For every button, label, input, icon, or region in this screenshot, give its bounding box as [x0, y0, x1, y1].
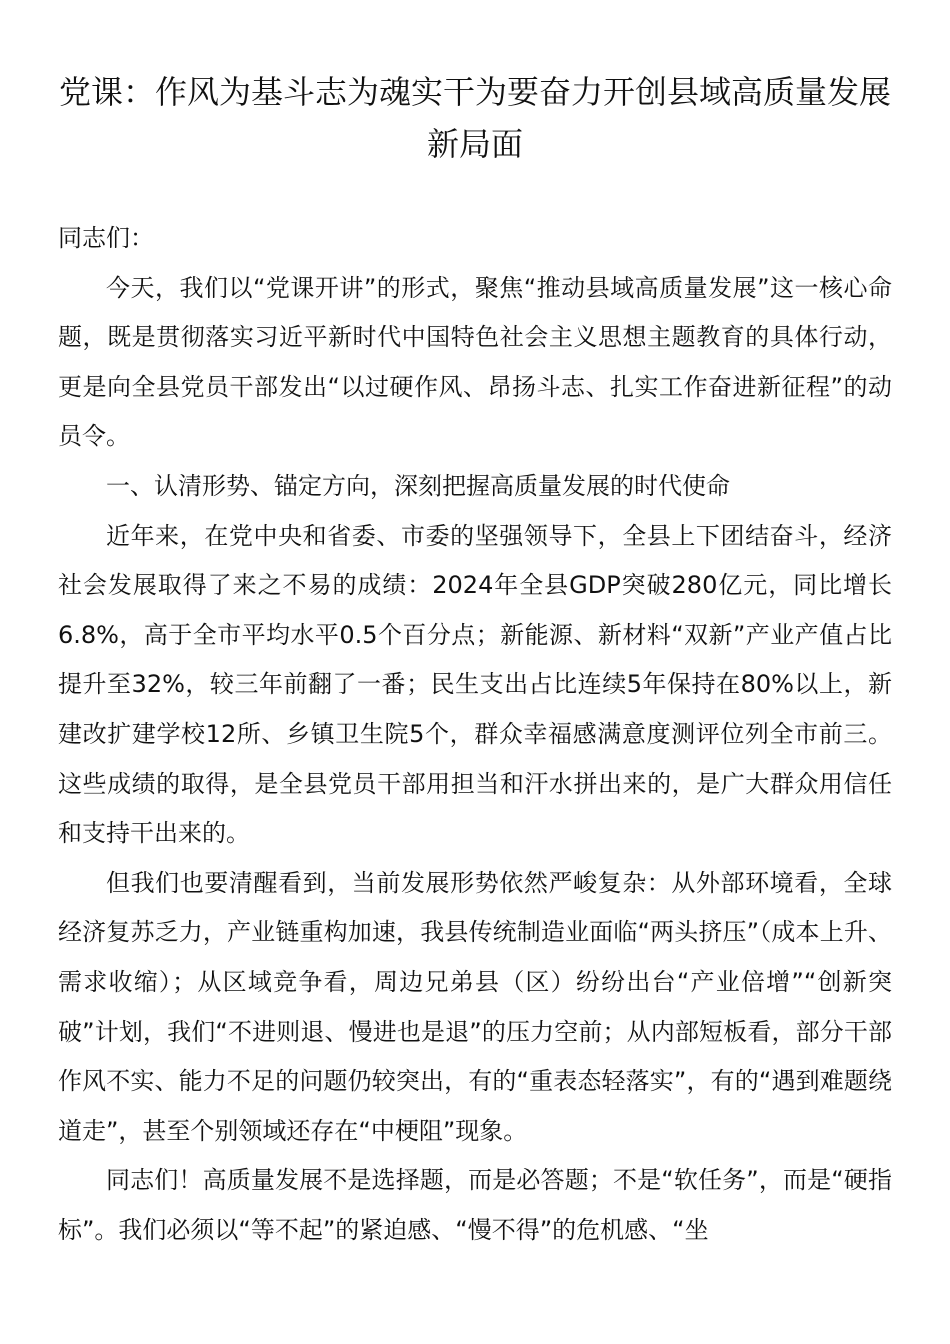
paragraph-call-to-action: 同志们！高质量发展不是选择题，而是必答题；不是“软任务”，而是“硬指标”。我们必须以“等不起”的紧迫感、“慢不得”的危机感、“坐 [58, 1166, 892, 1244]
paragraph-achievements: 近年来，在党中央和省委、市委的坚强领导下，全县上下团结奋斗，经济社会发展取得了来之不易的成绩：2024年全县GDP突破280亿元，同比增长6.8%，高于全市平均水平0.5个百分点；新能源、新材料“双新”产业产值占比提升至32%，较三年前翻了一番；民生支出占比连续5年保持在80%以上，新建改扩建学校12所、乡镇卫生院5个，群众幸福感满意度测评位列全市前三。这些成绩的取得，是全县党员干部用担当和汗水拼出来的，是广大群众用信任和支持干出来的。 [58, 521, 892, 848]
document-title: 党课：作风为基斗志为魂实干为要奋力开创县域高质量发展新局面 [58, 73, 891, 163]
paragraph-intro: 今天，我们以“党课开讲”的形式，聚焦“推动县域高质量发展”这一核心命题，既是贯彻落实习近平新时代中国特色社会主义思想主题教育的具体行动，更是向全县党员干部发出“以过硬作风、昂扬斗志、扎实工作奋进新征程”的动员令。 [58, 273, 892, 451]
greeting: 同志们： [58, 224, 154, 252]
paragraph-challenges: 但我们也要清醒看到，当前发展形势依然严峻复杂：从外部环境看，全球经济复苏乏力，产业链重构加速，我县传统制造业面临“两头挤压”（成本上升、需求收缩）；从区域竞争看，周边兄弟县（区）纷纷出台“产业倍增”“创新突破”计划，我们“不进则退、慢进也是退”的压力空前；从内部短板看，部分干部作风不实、能力不足的问题仍较突出，有的“重表态轻落实”，有的“遇到难题绕道走”，甚至个别领域还存在“中梗阻”现象。 [58, 868, 892, 1145]
document-body [58, 214, 892, 1255]
section-heading-1: 一、认清形势、锚定方向，深刻把握高质量发展的时代使命 [106, 471, 730, 500]
